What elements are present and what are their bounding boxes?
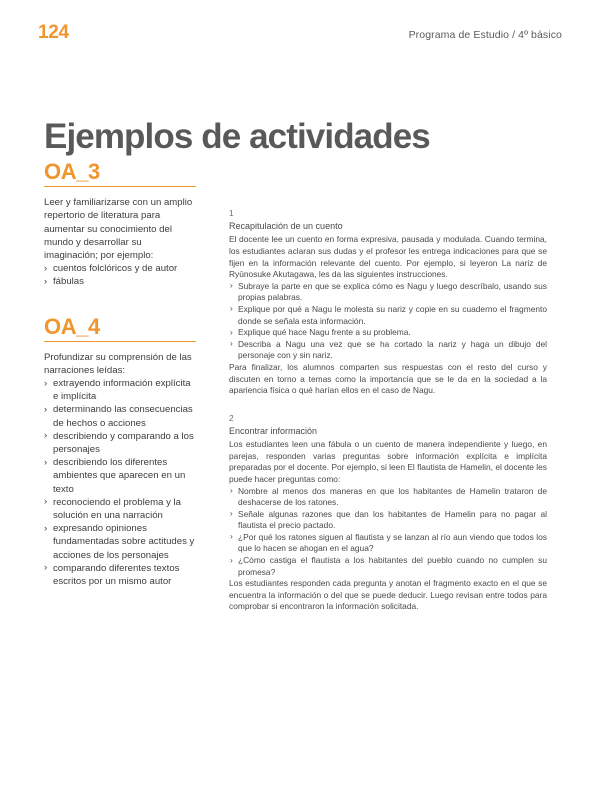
objectives-column (44, 160, 196, 592)
objective-code-oa3: OA_3 (44, 159, 100, 184)
activity-2 (229, 413, 547, 613)
objective-list-oa4 (44, 377, 196, 588)
objective-block-oa4 (44, 315, 196, 589)
list-item: › ¿Por qué los ratones siguen al flautista y se lanzan al río aun viendo que todos los que lo hacen se ahogan en el agua? (229, 532, 547, 555)
activity-title: Recapitulación de un cuento (229, 221, 343, 232)
objective-rule-oa4 (44, 341, 196, 342)
objective-intro-oa3: Leer y familiarizarse con un amplio repertorio de literatura para aumentar su conocimiento del mundo y desarrollar su imaginación; por ejemplo: (44, 197, 193, 261)
list-item: › Nombre al menos dos maneras en que los habitantes de Hamelin trataron de deshacerse de los ratones. (229, 486, 547, 509)
objective-rule-oa3 (44, 186, 196, 187)
activity-number: 1 (229, 208, 234, 218)
page-header (38, 22, 562, 46)
activity-closing: Para finalizar, los alumnos comparten sus respuestas con el resto del curso y discuten en torno a temas como la importancia que se le da en la sociedad a la apariencia física o qué harían ellos en el caso de Nagu. (229, 361, 547, 396)
list-item: › describiendo y comparando a los personajes (44, 430, 196, 456)
activity-closing: Los estudiantes responden cada pregunta y anotan el fragmento exacto en el que se encuentra la información o del que se puede deducir. Luego revisan entre todos para comprobar si encontraron la información solicitada. (229, 578, 547, 612)
list-item: › Explique qué hace Nagu frente a su problema. (229, 327, 547, 339)
list-item: › Explique por qué a Nagu le molesta su nariz y copie en su cuaderno el fragmento donde se señala esta información. (229, 304, 547, 327)
body-columns (44, 160, 566, 800)
objective-block-oa3 (44, 160, 196, 289)
list-item: › Señale algunas razones que dan los habitantes de Hamelin para no pagar al flautista el precio pactado. (229, 509, 547, 532)
page-title: Ejemplos de actividades (44, 117, 430, 157)
activity-intro: Los estudiantes leen una fábula o un cuento de manera independiente y luego, en parejas, responden varias preguntas sobre información explícita e implícita preparadas por el docente. Por ejemplo, si leen El flautista de Hamelin, el docente les puede hacer preguntas como: (229, 439, 547, 484)
activity-instruction-list (229, 486, 547, 579)
objective-code-oa4: OA_4 (44, 313, 100, 339)
list-item: › Subraye la parte en que se explica cómo es Nagu y luego descríbalo, usando sus propias palabras. (229, 281, 547, 304)
list-item: › expresando opiniones fundamentadas sobre actitudes y acciones de los personajes (44, 522, 196, 562)
activity-number: 2 (229, 412, 234, 423)
list-item: › extrayendo información explícita e implícita (44, 377, 196, 403)
running-header-title: Programa de Estudio / 4º básico (408, 29, 562, 41)
activity-1 (229, 208, 547, 397)
list-item: › reconociendo el problema y la solución en una narración (44, 496, 196, 522)
column-spacer (44, 293, 196, 315)
page-number: 124 (38, 22, 69, 43)
objective-intro-oa4: Profundizar su comprensión de las narraciones leídas: (44, 351, 192, 376)
list-item: › comparando diferentes textos escritos por un mismo autor (44, 562, 196, 588)
list-item: › describiendo los diferentes ambientes que aparecen en un texto (44, 456, 196, 496)
list-item: › cuentos folclóricos y de autor (44, 262, 196, 275)
objective-list-oa3 (44, 262, 196, 288)
list-item: › determinando las consecuencias de hechos o acciones (44, 403, 196, 429)
list-item: › ¿Cómo castiga el flautista a los habitantes del pueblo cuando no cumplen su promesa? (229, 555, 547, 578)
activity-intro: El docente lee un cuento en forma expresiva, pausada y modulada. Cuando termina, los estudiantes aclaran sus dudas y el profesor les entrega indicaciones para que se fijen en la información relevante del cuento. Por ejemplo, si leyeron La nariz de Ryūnosuke Akutagawa, les da las siguientes instrucciones. (229, 234, 547, 280)
activity-instruction-list (229, 281, 547, 362)
activity-title: Encontrar información (229, 426, 318, 437)
list-item: › fábulas (44, 275, 196, 288)
list-item: › Describa a Nagu una vez que se ha cortado la nariz y haga un dibujo del personaje con y sin nariz. (229, 339, 547, 362)
activities-column (229, 208, 547, 629)
